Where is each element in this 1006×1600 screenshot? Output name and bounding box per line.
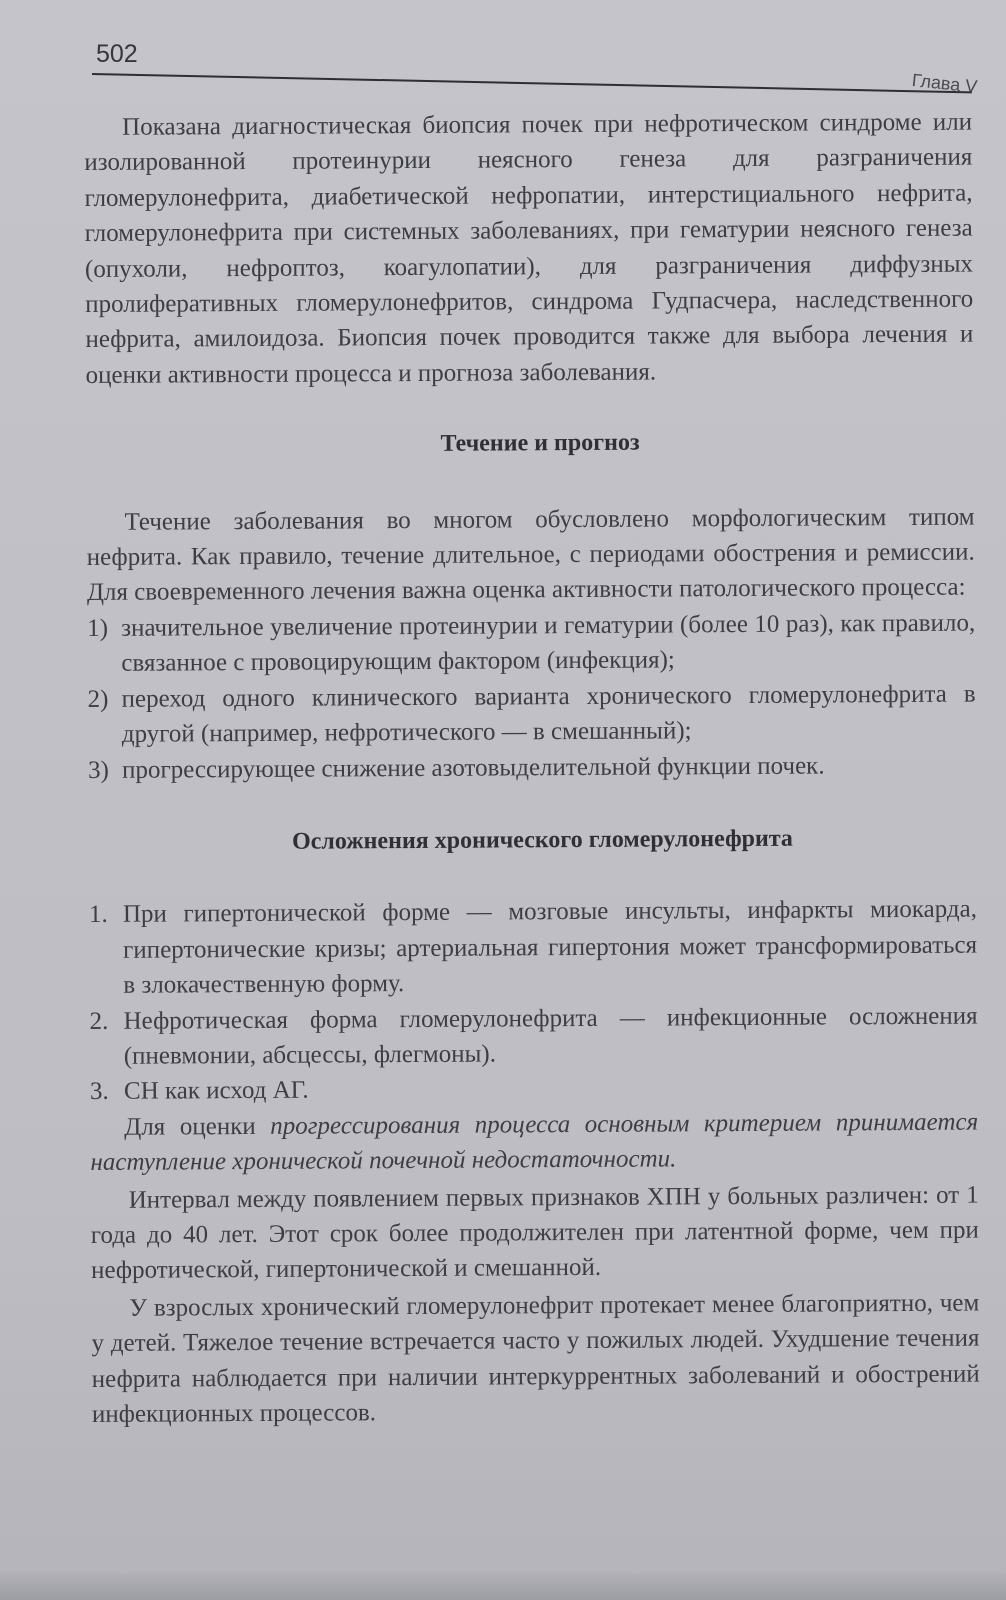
list-marker: 2) xyxy=(87,685,109,713)
page-content xyxy=(84,105,980,1433)
heading-course-prognosis: Течение и прогноз xyxy=(440,429,640,458)
adults-paragraph: У взрослых хронический гломерулонефрит протекает менее благоприятно, чем у детей. Тяжелое течение встречается часто у пожилых людей. Ухудшение течения нефрита наблюдается при наличии интеркуррентных заболеваний и обострений инфекционных процессов. xyxy=(91,1289,980,1428)
course-paragraph: Течение заболевания во многом обусловлено морфологическим типом нефрита. Как правило, течение длительное, с периодами обострения и ремиссии. Для своевременного лечения важна оценка активности патологического процесса: xyxy=(86,503,975,607)
list-item-text: При гипертонической форме — мозговые инсульты, инфаркты миокарда, гипертонические кризы; артериальная гипертония может трансформироваться в злокачественную форму. xyxy=(122,895,978,999)
list-item-text: прогрессирующее снижение азотовыделительной функции почек. xyxy=(121,751,825,784)
list-item-text: Нефротическая форма гломерулонефрита — инфекционные осложнения (пневмонии, абсцессы, флегмоны). xyxy=(123,1002,978,1070)
complications-list xyxy=(89,892,978,1110)
list-marker: 3) xyxy=(87,756,109,784)
list-item xyxy=(88,747,976,788)
page-number: 502 xyxy=(96,40,138,68)
list-item xyxy=(90,1069,978,1110)
list-item xyxy=(89,998,977,1074)
progression-note-lead: Для оценки xyxy=(124,1112,271,1141)
chapter-label: Глава V xyxy=(910,70,979,97)
list-marker: 3. xyxy=(89,1078,109,1106)
list-marker: 1) xyxy=(87,614,109,642)
intro-paragraph: Показана диагностическая биопсия почек при нефротическом синдроме или изолированной протеинурии неясного генеза для разграничения гломерулонефрита, диабетической нефропатии, интерстициального нефрита, гломерулонефрита при системных заболеваниях, при гематурии неясного генеза (опухоли, нефроптоз, коагулопатии), для разграничения диффузных пролиферативных гломерулонефритов, синдрома Гудпасчера, наследственного нефрита, амилоидоза. Биопсия почек проводится также для выбора лечения и оценки активности процесса и прогноза заболевания. xyxy=(84,108,974,389)
list-item-text: значительное увеличение протеинурии и гематурии (более 10 раз), как правило, связанное с провоцирующим фактором (инфекция); xyxy=(121,609,976,678)
heading-complications: Осложнения хронического гломерулонефрита xyxy=(291,825,793,855)
list-item xyxy=(87,605,975,681)
progression-note-emphasis: прогрессирования процесса основным критерием принимается наступление хронической почечной недостаточности. xyxy=(90,1108,979,1177)
header-rule xyxy=(92,73,972,93)
progression-note xyxy=(90,1104,978,1180)
page-bottom-edge xyxy=(0,1572,1006,1600)
list-item xyxy=(89,892,978,1004)
list-marker: 2. xyxy=(89,1007,109,1035)
list-item-text: переход одного клинического варианта хронического гломерулонефрита в другой (например, нефротического — в смешанный); xyxy=(121,680,976,748)
list-item xyxy=(87,676,975,752)
list-marker: 1. xyxy=(88,901,108,929)
activity-criteria-list xyxy=(87,605,976,787)
list-item-text: СН как исход АГ. xyxy=(123,1076,309,1106)
interval-paragraph: Интервал между появлением первых признаков ХПН у больных различен: от 1 года до 40 лет. Этот срок более продолжителен при латентной форме, чем при нефротической, гипертонической и смешанной. xyxy=(90,1181,979,1285)
